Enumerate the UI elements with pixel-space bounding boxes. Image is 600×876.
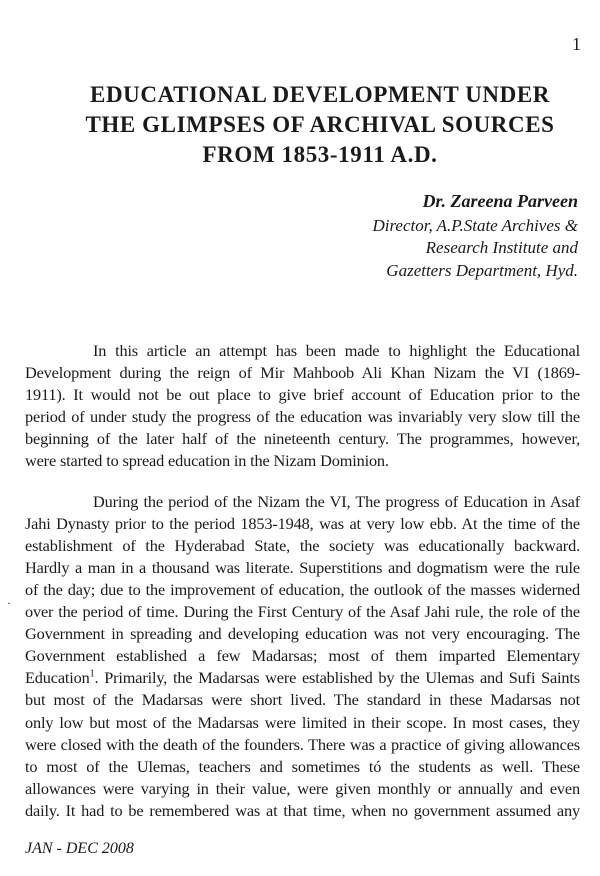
page-number: 1 — [572, 34, 581, 54]
text-line: 1911). It would not be out place to give brief account of Education prior to the — [25, 385, 580, 405]
text-line: Government in spreading and developing education was not very encouraging. The — [25, 624, 580, 644]
author-block — [372, 190, 578, 282]
text-line: establishment of the Hyderabad State, the society was educationally backward. — [25, 535, 580, 555]
scan-speck: · — [7, 596, 11, 610]
title-line: EDUCATIONAL DEVELOPMENT UNDER — [90, 82, 550, 107]
title-line: FROM 1853-1911 A.D. — [202, 142, 438, 167]
article-body — [25, 340, 580, 840]
author-name: Dr. Zareena Parveen — [422, 191, 578, 211]
text-line: to most of the Ulemas, teachers and sometimes tó the students as well. These — [25, 756, 580, 776]
text-segment: . Primarily, the Madarsas were established by the Ulemas and Sufi Saints — [94, 668, 580, 688]
article-title — [0, 80, 600, 170]
author-affiliation: Research Institute and — [425, 238, 578, 257]
footnote-reference[interactable]: 1 — [89, 668, 95, 680]
paragraph — [25, 491, 580, 822]
text-line: In this article an attempt has been made to highlight the Educational — [93, 341, 580, 360]
issue-date-footer: JAN - DEC 2008 — [25, 840, 134, 857]
text-line — [25, 667, 580, 689]
text-line: During the period of the Nizam the VI, The progress of Education in Asaf — [93, 491, 580, 511]
title-line: THE GLIMPSES OF ARCHIVAL SOURCES — [85, 112, 555, 137]
author-affiliation: Gazetters Department, Hyd. — [386, 260, 578, 280]
text-line: allowances were varying in their value, were given monthly or annually and even — [25, 778, 580, 798]
text-line: but most of the Madarsas were short lived. The standard in these Madarsas not — [25, 690, 580, 710]
paragraph — [25, 340, 580, 473]
text-line: Government established a few Madarsas; most of them imparted Elementary — [25, 646, 580, 666]
text-line: were started to spread education in the Nizam Dominion. — [25, 451, 389, 471]
text-line: beginning of the later half of the nineteenth century. The programmes, however, — [25, 429, 580, 449]
text-segment: Education — [25, 668, 90, 688]
text-line: period of under study the progress of the education was invariably very slow till the — [25, 407, 580, 427]
text-line: only low but most of the Madarsas were limited in their scope. In most cases, they — [25, 712, 580, 732]
text-line: daily. It had to be remembered was at that time, when no government assumed any — [25, 800, 580, 820]
text-line: Development during the reign of Mir Mahboob Ali Khan Nizam the VI (1869- — [25, 363, 580, 383]
text-line: Jahi Dynasty prior to the period 1853-1948, was at very low ebb. At the time of the — [25, 513, 580, 533]
text-line: Hardly a man in a thousand was literate. Superstitions and dogmatism were the rule — [25, 557, 580, 577]
author-affiliation: Director, A.P.State Archives & — [372, 215, 578, 235]
text-line: were closed with the death of the founders. There was a practice of giving allowances — [25, 734, 580, 754]
text-line: over the period of time. During the First Century of the Asaf Jahi rule, the role of the — [25, 602, 580, 622]
text-line: of the day; due to the improvement of education, the outlook of the masses widerned — [25, 579, 580, 599]
